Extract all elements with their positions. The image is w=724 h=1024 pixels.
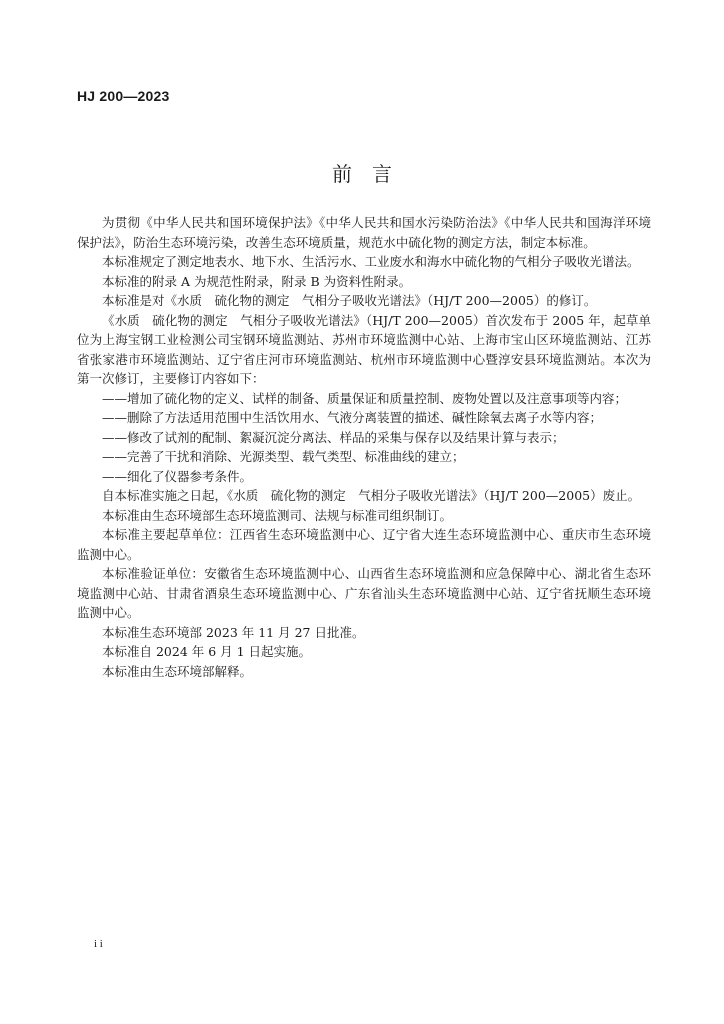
standard-code-header: HJ 200—2023 bbox=[77, 88, 170, 104]
paragraph-revision: 本标准是对《水质 硫化物的测定 气相分子吸收光谱法》（HJ/T 200—2005）的修订。 bbox=[102, 293, 597, 308]
paragraph-organizer: 本标准由生态环境部生态环境监测司、法规与标准司组织制订。 bbox=[102, 507, 453, 523]
foreword-body bbox=[77, 213, 651, 681]
paragraph-drafting-units: 本标准主要起草单位：江西省生态环境监测中心、辽宁省大连生态环境监测中心、重庆市生态环境监测中心。 bbox=[77, 527, 651, 562]
revision-item-added: ——增加了硫化物的定义、试样的制备、质量保证和质量控制、废物处置以及注意事项等内容； bbox=[102, 390, 628, 406]
paragraph-abolished: 自本标准实施之日起，《水质 硫化物的测定 气相分子吸收光谱法》（HJ/T 200—2005）废止。 bbox=[102, 488, 641, 503]
revision-item-modified: ——修改了试剂的配制、絮凝沉淀分离法、样品的采集与保存以及结果计算与表示； bbox=[102, 429, 565, 445]
paragraph-appendix: 本标准的附录 A 为规范性附录，附录 B 为资料性附录。 bbox=[102, 273, 412, 289]
revision-item-deleted: ——删除了方法适用范围中生活饮用水、气液分离装置的描述、碱性除氧去离子水等内容； bbox=[102, 410, 603, 425]
paragraph-scope: 本标准规定了测定地表水、地下水、生活污水、工业废水和海水中硫化物的气相分子吸收光谱法。 bbox=[102, 254, 640, 269]
page-title: 前 言 bbox=[332, 162, 392, 186]
paragraph-purpose: 为贯彻《中华人民共和国环境保护法》《中华人民共和国水污染防治法》《中华人民共和国海洋环境保护法》，防治生态环境污染，改善生态环境质量，规范水中硫化物的测定方法，制定本标准。 bbox=[77, 215, 651, 250]
page-number: i i bbox=[94, 938, 103, 950]
paragraph-history: 《水质 硫化物的测定 气相分子吸收光谱法》（HJ/T 200—2005）首次发布于 2005 年，起草单位为上海宝钢工业检测公司宝钢环境监测站、苏州市环境监测中心站、上海市宝山区环境监测站、江苏省张家港市环境监测站、辽宁省庄河市环境监测站、杭州市环境监测中心暨淳安县环境监测站。本次为第一次修订，主要修订内容如下： bbox=[77, 312, 651, 386]
revision-item-improved: ——完善了干扰和消除、光源类型、载气类型、标准曲线的建立； bbox=[102, 449, 465, 464]
paragraph-approval: 本标准生态环境部 2023 年 11 月 27 日批准。 bbox=[102, 624, 365, 640]
paragraph-effective-date: 本标准自 2024 年 6 月 1 日起实施。 bbox=[102, 644, 312, 659]
revision-item-refined: ——细化了仪器参考条件。 bbox=[102, 468, 253, 484]
paragraph-interpretation: 本标准由生态环境部解释。 bbox=[102, 663, 253, 679]
paragraph-verification-units: 本标准验证单位：安徽省生态环境监测中心、山西省生态环境监测和应急保障中心、湖北省生态环境监测中心站、甘肃省酒泉生态环境监测中心、广东省汕头生态环境监测中心站、辽宁省抚顺生态环境监测中心。 bbox=[77, 566, 651, 620]
